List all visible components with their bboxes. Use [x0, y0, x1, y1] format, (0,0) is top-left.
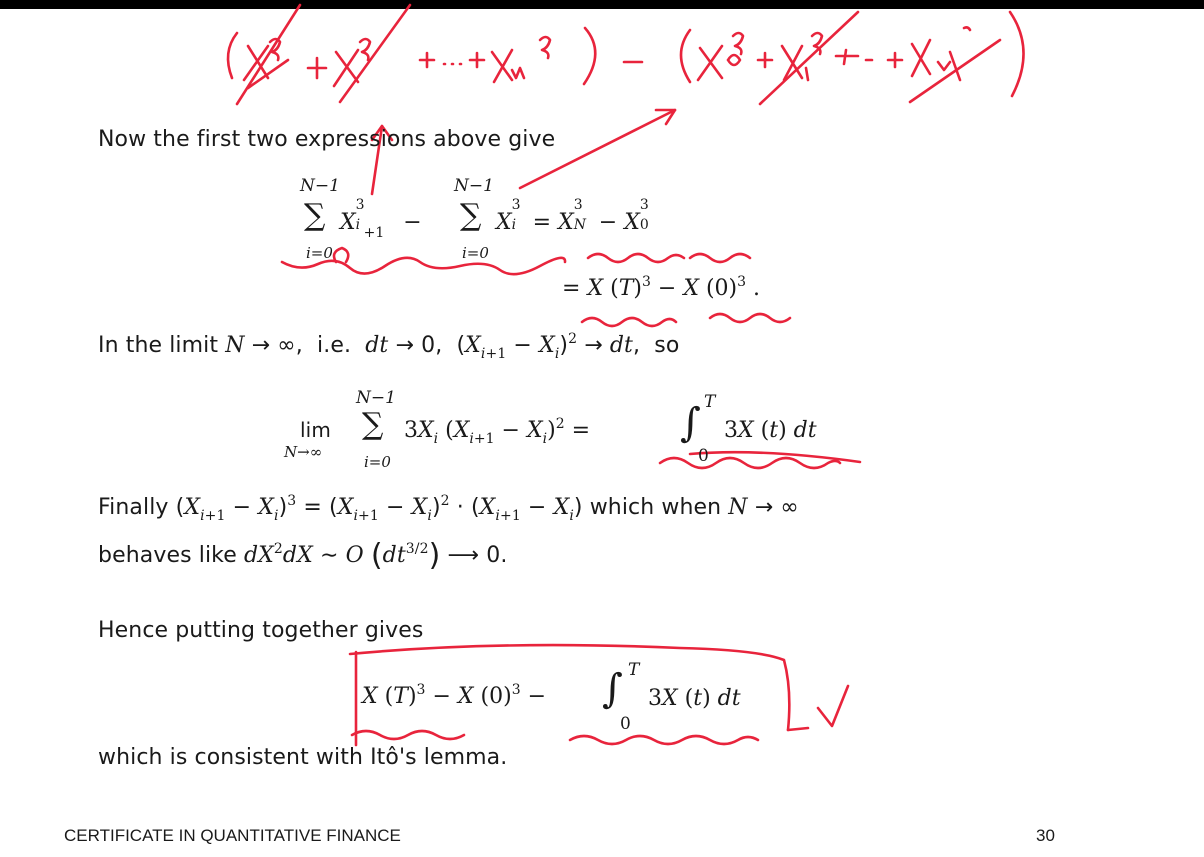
sum-upper-limit-3: N−1 [356, 388, 396, 408]
sum-upper-limit: N−1 [300, 176, 340, 196]
text-line-intro: Now the first two expressions above give [98, 127, 556, 152]
integral-upper-limit: T [704, 392, 716, 412]
sum-upper-limit-2: N−1 [454, 176, 494, 196]
sum-lower-limit: i=0 [306, 244, 333, 262]
equation-sum-result: X 3 i = X 3 N − X 3 0 [496, 197, 649, 235]
lim-operator: lim [300, 418, 331, 442]
text-line-limit: In the limit N → ∞, i.e. dt → 0, $(X_{i+1} - X_i)^2$ → dt, so [98, 331, 680, 362]
text-line-behaves: behaves like $dX^2dX$ ∼ O $(dt^{3/2})$ ⟶ 0. [98, 538, 508, 573]
lim-subscript: N→∞ [284, 443, 323, 461]
equation-sum-difference: X 3 i $_{+1}$ − [340, 197, 422, 241]
text-line-finally: Finally $(X_{i+1} - X_i)^3 = (X_{i+1} - X_i)^2 \cdot (X_{i+1} - X_i)$ which when N → ∞ [98, 493, 799, 524]
text-line-hence: Hence putting together gives [98, 618, 424, 643]
integral-lower-limit: 0 [698, 446, 709, 466]
equation-final-result: X $(T)^3 - X$ $(0)^3$ − [362, 682, 547, 709]
equation-terminal-values: = X $(T)^3 - X$ $(0)^3$ . [562, 274, 761, 301]
sum-symbol: ∑ [304, 198, 326, 233]
top-black-bar [0, 0, 1204, 9]
equation-final-integral: 3X (t) dt [648, 686, 741, 711]
equation-limit-sum: $3X_i$ $(X_{i+1} - X_i)^2$ = [404, 416, 591, 447]
footer-course-title: CERTIFICATE IN QUANTITATIVE FINANCE [64, 826, 401, 845]
sum-lower-limit-2: i=0 [462, 244, 489, 262]
integral-symbol-2: ∫ [602, 666, 623, 712]
sum-symbol-2: ∑ [460, 198, 482, 233]
sum-lower-limit-3: i=0 [364, 453, 391, 471]
integral-lower-limit-2: 0 [620, 714, 631, 734]
integral-upper-limit-2: T [628, 660, 640, 680]
sum-symbol-3: ∑ [362, 407, 384, 442]
integral-symbol: ∫ [680, 400, 701, 446]
equation-integral: 3X (t) dt [724, 418, 817, 443]
text-line-consistent: which is consistent with Itô's lemma. [98, 745, 508, 770]
page-number: 30 [1036, 826, 1055, 845]
